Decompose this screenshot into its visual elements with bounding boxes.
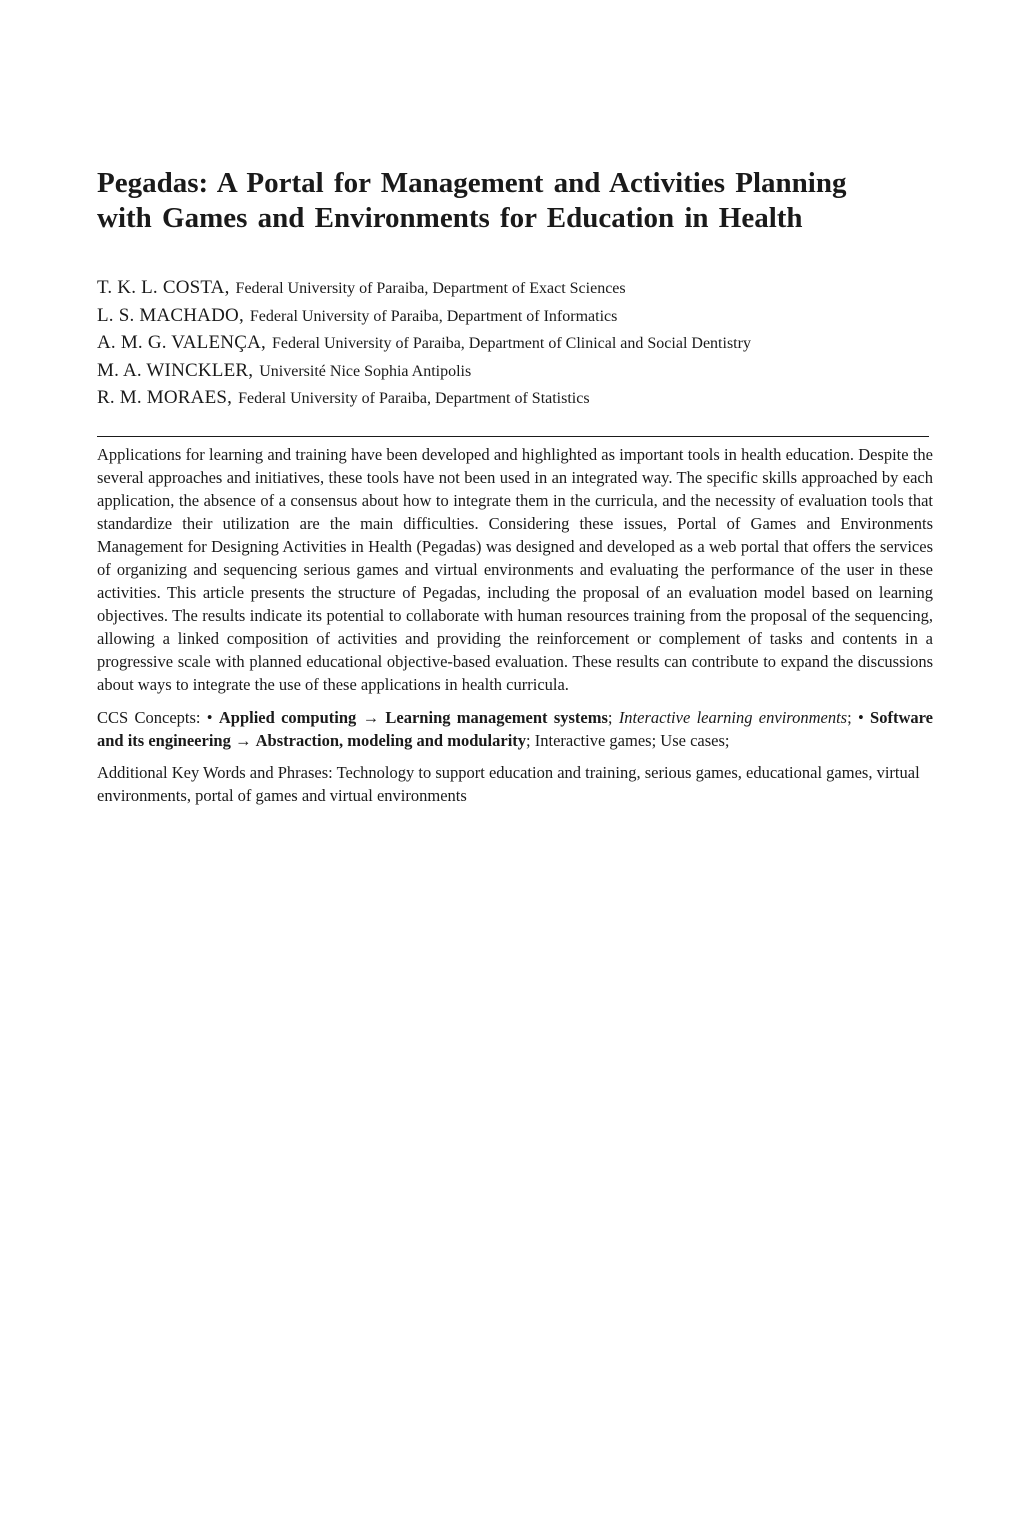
ccs-separator: ; • (847, 707, 871, 727)
title-line-1: Pegadas: A Portal for Management and Activities Planning (97, 167, 847, 199)
ccs-term: Software and its engineering (97, 707, 933, 750)
author-list (97, 274, 933, 412)
ccs-term: Applied computing (218, 707, 357, 727)
abstract: Applications for learning and training have been developed and highlighted as important tools in health education. Despite the several approaches and initiatives, these tools have not been used in an integrated way. The specific skills approached by each application, the absence of a consensus about how to integrate them in the curricula, and the necessity of evaluation tools that standardize their utilization are the main difficulties. Considering these issues, Portal of Games and Environments Management for Designing Activities in Health (Pegadas) was designed and developed as a web portal that offers the services of organizing and sequencing serious games and virtual environments and evaluating the performance of the user in these activities. This article presents the structure of Pegadas, including the proposal of an evaluation model based on learning objectives. The results indicate its potential to collaborate with human resources training from the proposal of the sequencing, allowing a linked composition of activities and providing the reinforcement or complement of tasks and contents in a progressive scale with planned educational objective-based evaluation. These results can contribute to expand the discussions about ways to integrate the use of these applications in health curricula. (97, 444, 933, 695)
paper-first-page (97, 166, 933, 807)
title-line-2: with Games and Environments for Education in Health (97, 202, 803, 234)
ccs-separator: ; (526, 730, 535, 750)
author-name: T. K. L. COSTA, (97, 277, 230, 298)
ccs-term: Abstraction, modeling and modularity (255, 730, 527, 750)
author-entry (97, 329, 933, 357)
ccs-term: Interactive learning environments (618, 707, 848, 727)
ccs-term: Learning management systems (385, 707, 608, 727)
author-name: R. M. MORAES, (97, 387, 233, 408)
author-affiliation: Federal University of Paraiba, Department of Informatics (249, 307, 618, 325)
author-entry (97, 357, 933, 385)
author-name: A. M. G. VALENÇA, (97, 332, 266, 353)
author-affiliation: Federal University of Paraiba, Department of Clinical and Social Dentistry (271, 335, 751, 352)
ccs-concepts (97, 706, 933, 752)
author-entry (97, 302, 933, 330)
ccs-separator: ; (607, 707, 619, 727)
author-affiliation: Federal University of Paraiba, Department of Exact Sciences (235, 280, 626, 297)
horizontal-rule (97, 436, 929, 437)
ccs-rest: Interactive games; Use cases; (534, 730, 730, 750)
ccs-arrow: → (356, 707, 386, 727)
ccs-arrow: → (230, 730, 256, 750)
author-name: M. A. WINCKLER, (97, 359, 254, 381)
author-affiliation: Université Nice Sophia Antipolis (259, 362, 472, 380)
author-affiliation: Federal University of Paraiba, Department of Statistics (238, 390, 590, 407)
paper-title (97, 166, 933, 236)
author-entry (97, 384, 933, 412)
author-entry (97, 274, 933, 302)
ccs-prefix: CCS Concepts: • (97, 707, 219, 727)
additional-keywords: Additional Key Words and Phrases: Technology to support education and training, serious games, educational games, virtual environments, portal of games and virtual environments (97, 762, 920, 805)
author-name: L. S. MACHADO, (97, 304, 244, 326)
